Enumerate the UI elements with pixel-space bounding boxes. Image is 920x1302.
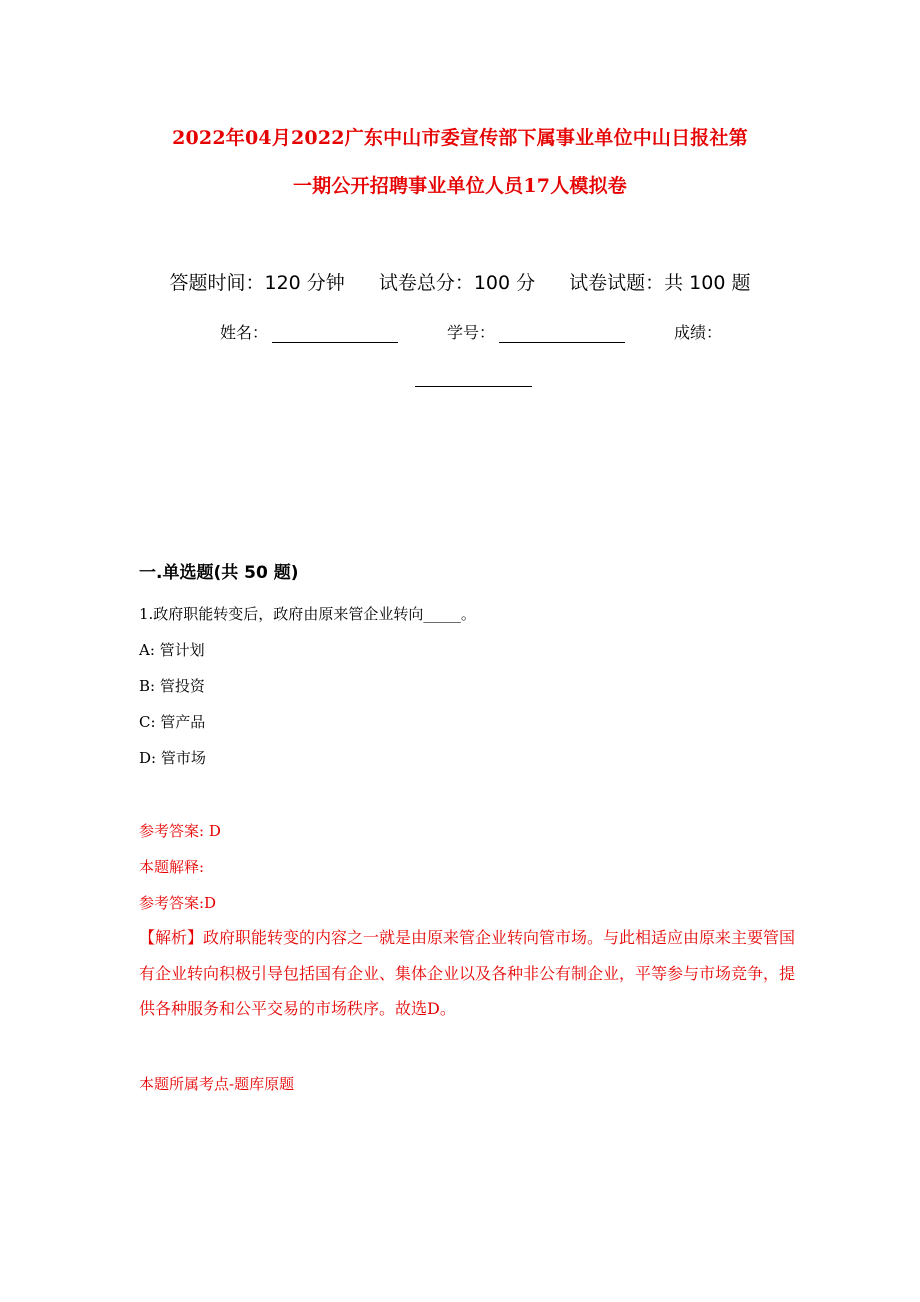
option-d: D: 管市场 [139, 749, 206, 767]
exam-question-count: 试卷试题：共 100 题 [569, 272, 751, 294]
option-a: A: 管计划 [139, 641, 205, 659]
document-title-line-1: 2022年04月2022广东中山市委宣传部下属事业单位中山日报社第 [172, 127, 748, 149]
document-title-line-2: 一期公开招聘事业单位人员17人模拟卷 [292, 175, 628, 197]
option-c: C: 管产品 [139, 713, 206, 731]
section-heading: 一.单选题(共 50 题) [139, 563, 299, 583]
reference-answer: 参考答案: D [139, 822, 221, 840]
name-field[interactable] [220, 320, 398, 343]
student-id-field[interactable] [447, 320, 625, 343]
question-stem: 1.政府职能转变后，政府由原来管企业转向_____。 [139, 605, 476, 623]
score-blank[interactable] [415, 386, 532, 387]
name-blank[interactable] [272, 324, 398, 343]
score-field [674, 320, 722, 343]
exam-time: 答题时间：120 分钟 [169, 272, 345, 294]
score-label: 成绩： [674, 323, 723, 342]
exam-total-score: 试卷总分：100 分 [378, 272, 536, 294]
option-b: B: 管投资 [139, 677, 205, 695]
reference-answer-2: 参考答案:D [139, 894, 217, 912]
explanation-label: 本题解释: [139, 858, 205, 876]
topic-label: 本题所属考点-题库原题 [139, 1075, 295, 1093]
name-label: 姓名： [220, 323, 269, 342]
analysis-paragraph: 【解析】政府职能转变的内容之一就是由原来管企业转向管市场。与此相适应由原来主要管国有企业转向积极引导包括国有企业、集体企业以及各种非公有制企业，平等参与市场竞争，提供各种服务和公平交易的市场秩序。故选D。 [139, 928, 796, 1018]
student-id-blank[interactable] [499, 324, 625, 343]
exam-meta-row [0, 268, 920, 295]
student-id-label: 学号： [447, 323, 496, 342]
